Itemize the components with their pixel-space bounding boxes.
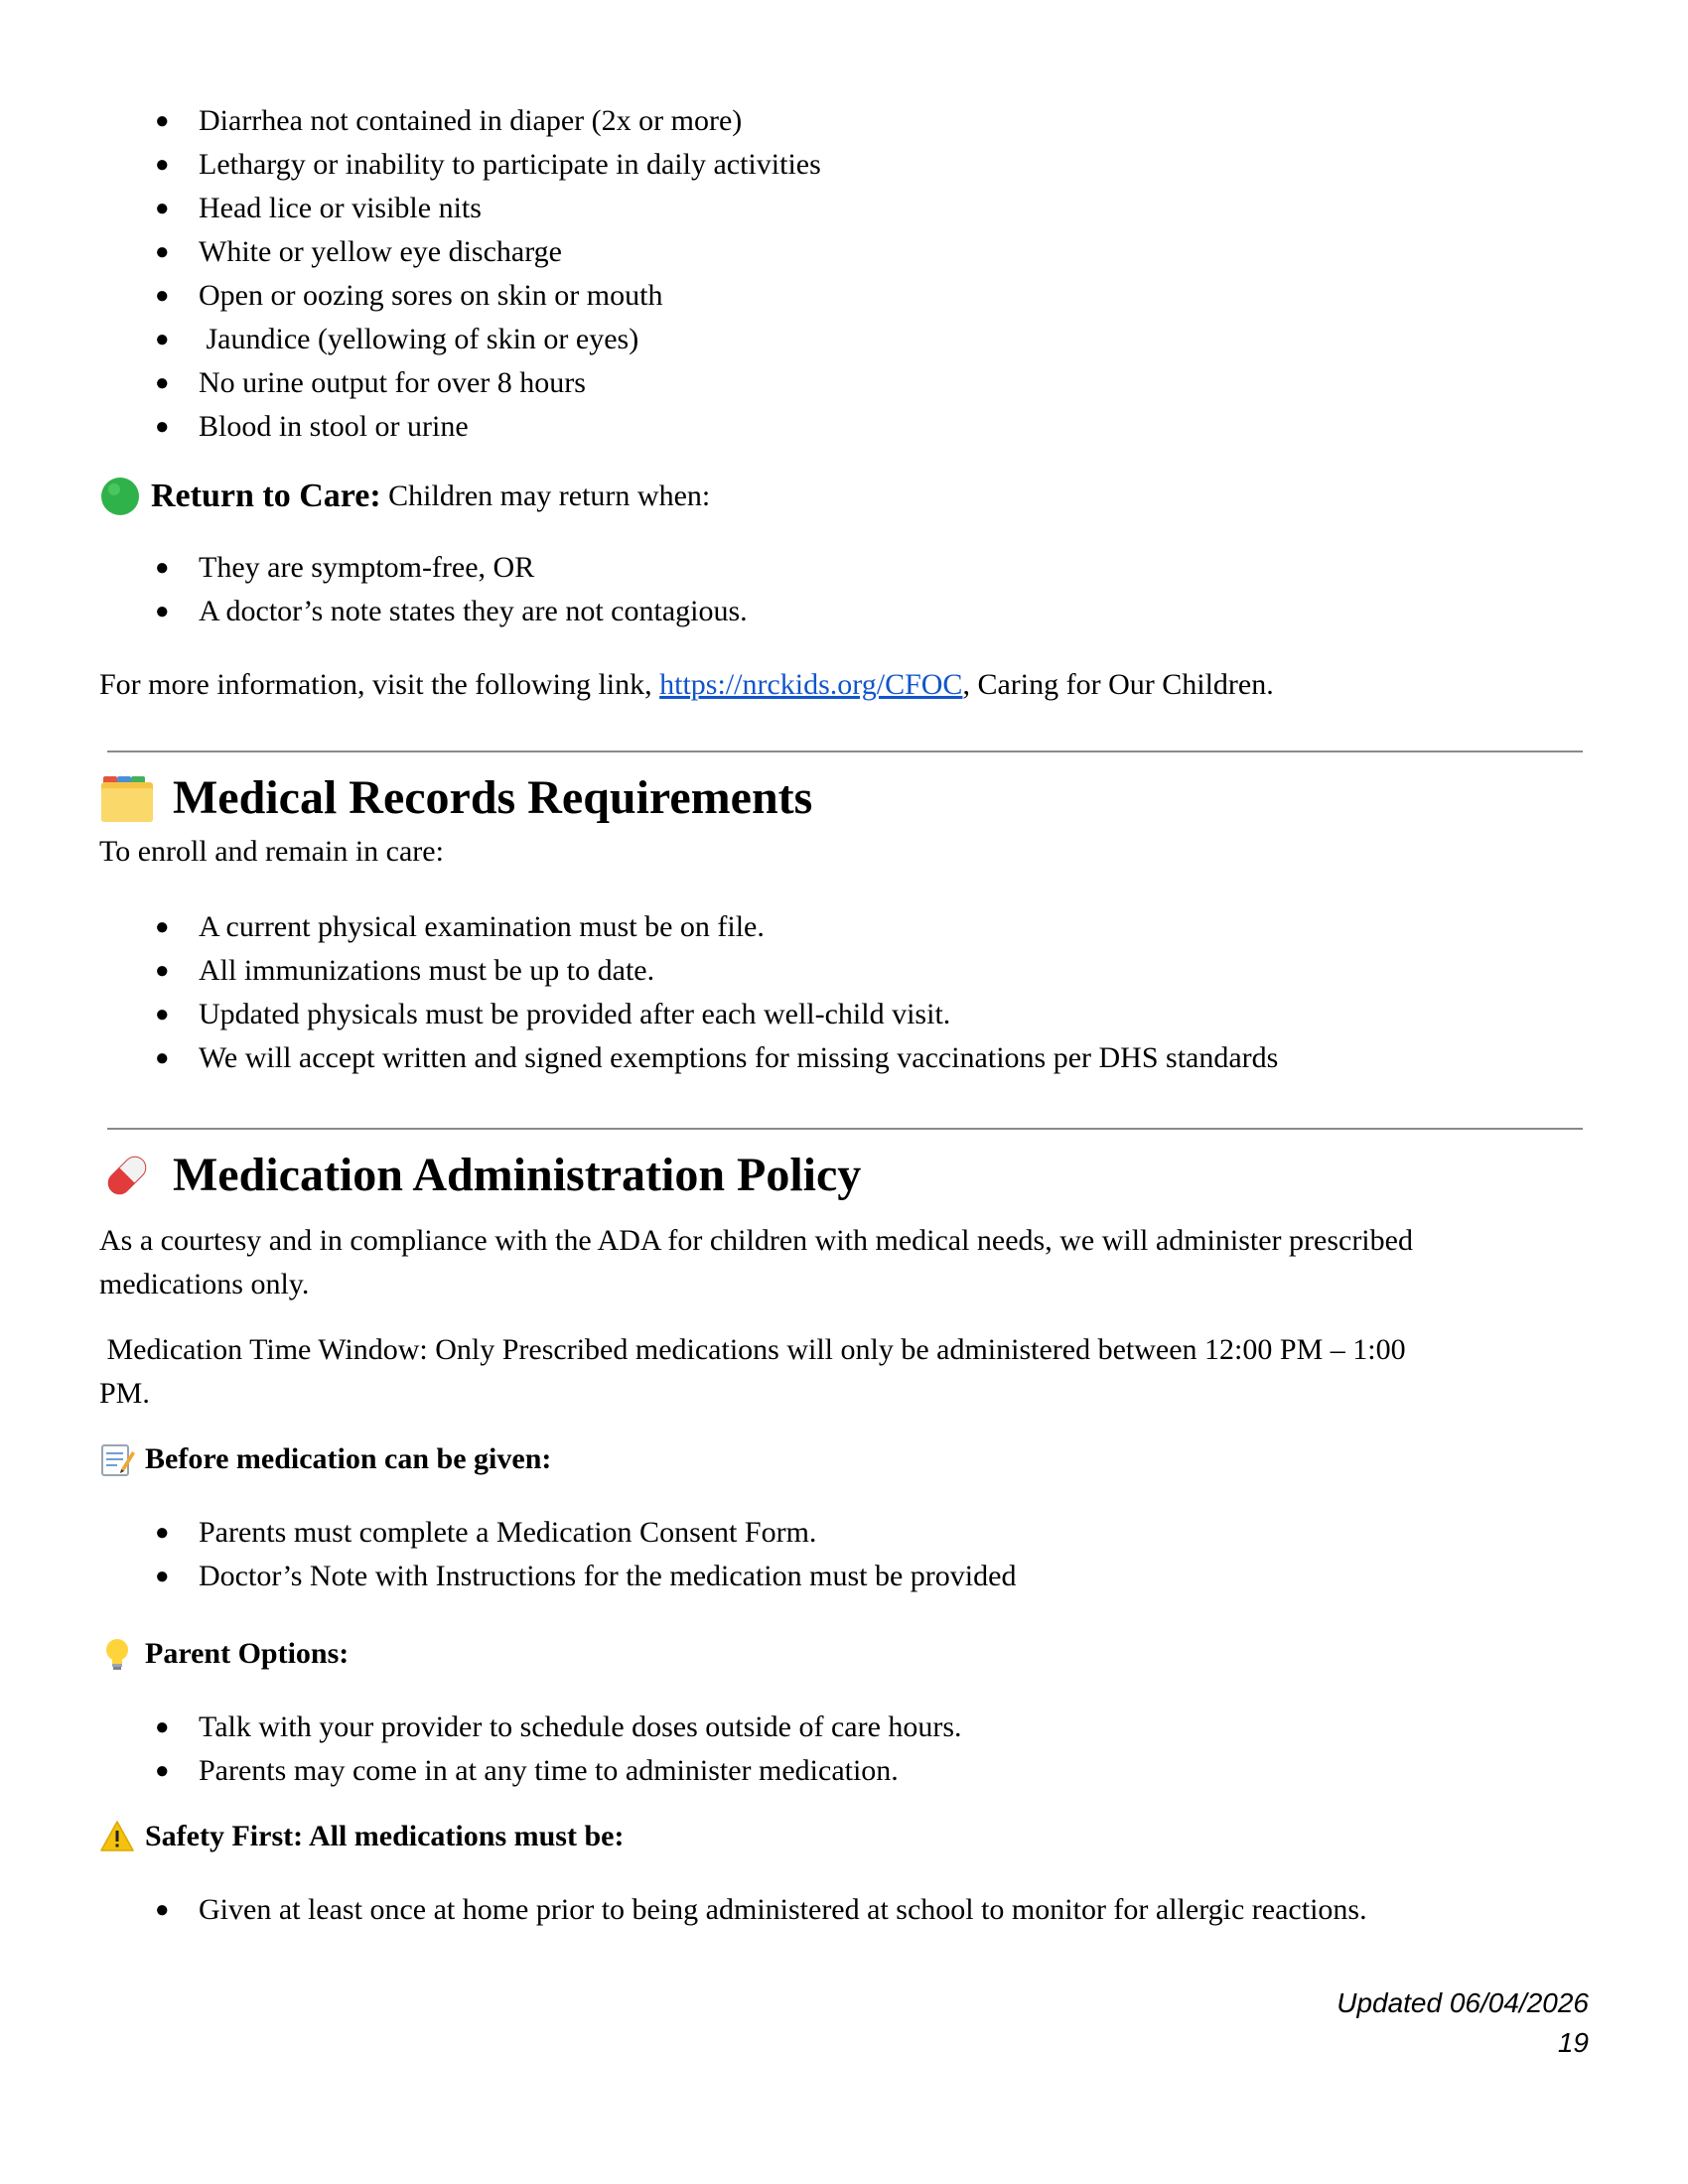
bullet: ● bbox=[155, 414, 170, 440]
document-page bbox=[99, 91, 1589, 1932]
list-item: ● Parents must complete a Medication Consent Form. bbox=[99, 1511, 1589, 1555]
list-item: ● White or yellow eye discharge bbox=[99, 230, 1589, 274]
bullet: ● bbox=[155, 327, 170, 352]
bullet: ● bbox=[155, 1564, 170, 1589]
list-item: ● Jaundice (yellowing of skin or eyes) bbox=[99, 318, 1589, 361]
before-medication-list bbox=[99, 1511, 1589, 1598]
bullet: ● bbox=[155, 239, 170, 265]
list-item: ● A doctor’s note states they are not contagious. bbox=[99, 590, 1589, 633]
page-footer bbox=[1336, 1983, 1589, 2063]
bullet: ● bbox=[155, 555, 170, 581]
bullet: ● bbox=[155, 1520, 170, 1546]
bullet: ● bbox=[155, 914, 170, 940]
medical-records-heading: Medical Records Requirements bbox=[99, 768, 1589, 828]
list-item: ● Blood in stool or urine bbox=[99, 405, 1589, 449]
green-circle-icon bbox=[99, 476, 141, 517]
bullet: ● bbox=[155, 1714, 170, 1740]
before-medication-heading: Before medication can be given: bbox=[99, 1437, 1589, 1481]
return-to-care-list bbox=[99, 546, 1589, 633]
cfoc-link[interactable]: https://nrckids.org/CFOC bbox=[659, 668, 963, 701]
list-item: ● Talk with your provider to schedule doses outside of care hours. bbox=[99, 1706, 1589, 1749]
divider bbox=[107, 751, 1583, 752]
page-number: 19 bbox=[1557, 2027, 1589, 2058]
bullet: ● bbox=[155, 283, 170, 309]
more-info-paragraph: For more information, visit the following link, https://nrckids.org/CFOC, Caring for Our Children. bbox=[99, 668, 1274, 701]
card-index-dividers-icon bbox=[99, 770, 155, 826]
divider bbox=[107, 1128, 1583, 1130]
list-item: ● They are symptom-free, OR bbox=[99, 546, 1589, 590]
list-item: ● Open or oozing sores on skin or mouth bbox=[99, 274, 1589, 318]
bullet: ● bbox=[155, 599, 170, 624]
bullet: ● bbox=[155, 958, 170, 984]
safety-first-heading: Safety First: All medications must be: bbox=[99, 1815, 1589, 1858]
list-item: ● Doctor’s Note with Instructions for the medication must be provided bbox=[99, 1555, 1589, 1598]
list-item: ● Head lice or visible nits bbox=[99, 187, 1589, 230]
bullet: ● bbox=[155, 1897, 170, 1923]
parent-options-list bbox=[99, 1706, 1589, 1793]
updated-date: Updated 06/04/2026 bbox=[1336, 1987, 1589, 2018]
medication-intro: As a courtesy and in compliance with the ADA for children with medical needs, we will administer prescribed medications only. bbox=[99, 1224, 1413, 1300]
list-item: ● No urine output for over 8 hours bbox=[99, 361, 1589, 405]
list-item: ● Parents may come in at any time to administer medication. bbox=[99, 1749, 1589, 1793]
bullet: ● bbox=[155, 1002, 170, 1027]
bullet: ● bbox=[155, 1045, 170, 1071]
list-item: ● Updated physicals must be provided after each well-child visit. bbox=[99, 993, 1589, 1036]
return-to-care-heading: Return to Care: Children may return when: bbox=[99, 475, 1589, 518]
pill-icon bbox=[99, 1148, 155, 1203]
list-item: ● A current physical examination must be on file. bbox=[99, 905, 1589, 949]
list-item: ● All immunizations must be up to date. bbox=[99, 949, 1589, 993]
warning-icon bbox=[99, 1819, 135, 1854]
exclusion-list bbox=[99, 99, 1589, 449]
bullet: ● bbox=[155, 108, 170, 134]
medical-records-intro: To enroll and remain in care: bbox=[99, 835, 444, 868]
list-item: ● Given at least once at home prior to being administered at school to monitor for allergic reactions. bbox=[99, 1888, 1589, 1932]
list-item: ● Lethargy or inability to participate in daily activities bbox=[99, 143, 1589, 187]
bullet: ● bbox=[155, 1758, 170, 1784]
bullet: ● bbox=[155, 152, 170, 178]
bullet: ● bbox=[155, 196, 170, 221]
parent-options-heading: Parent Options: bbox=[99, 1632, 1589, 1676]
safety-first-list bbox=[99, 1888, 1589, 1932]
memo-icon bbox=[99, 1441, 135, 1477]
light-bulb-icon bbox=[99, 1636, 135, 1672]
medication-time-window: Medication Time Window: Only Prescribed medications will only be administered between 12:00 PM – 1:00 PM. bbox=[99, 1333, 1406, 1410]
list-item: ● We will accept written and signed exemptions for missing vaccinations per DHS standards bbox=[99, 1036, 1589, 1080]
bullet: ● bbox=[155, 370, 170, 396]
medication-policy-heading: Medication Administration Policy bbox=[99, 1146, 1589, 1205]
medical-records-list bbox=[99, 905, 1589, 1080]
list-item: ● Diarrhea not contained in diaper (2x or more) bbox=[99, 99, 1589, 143]
